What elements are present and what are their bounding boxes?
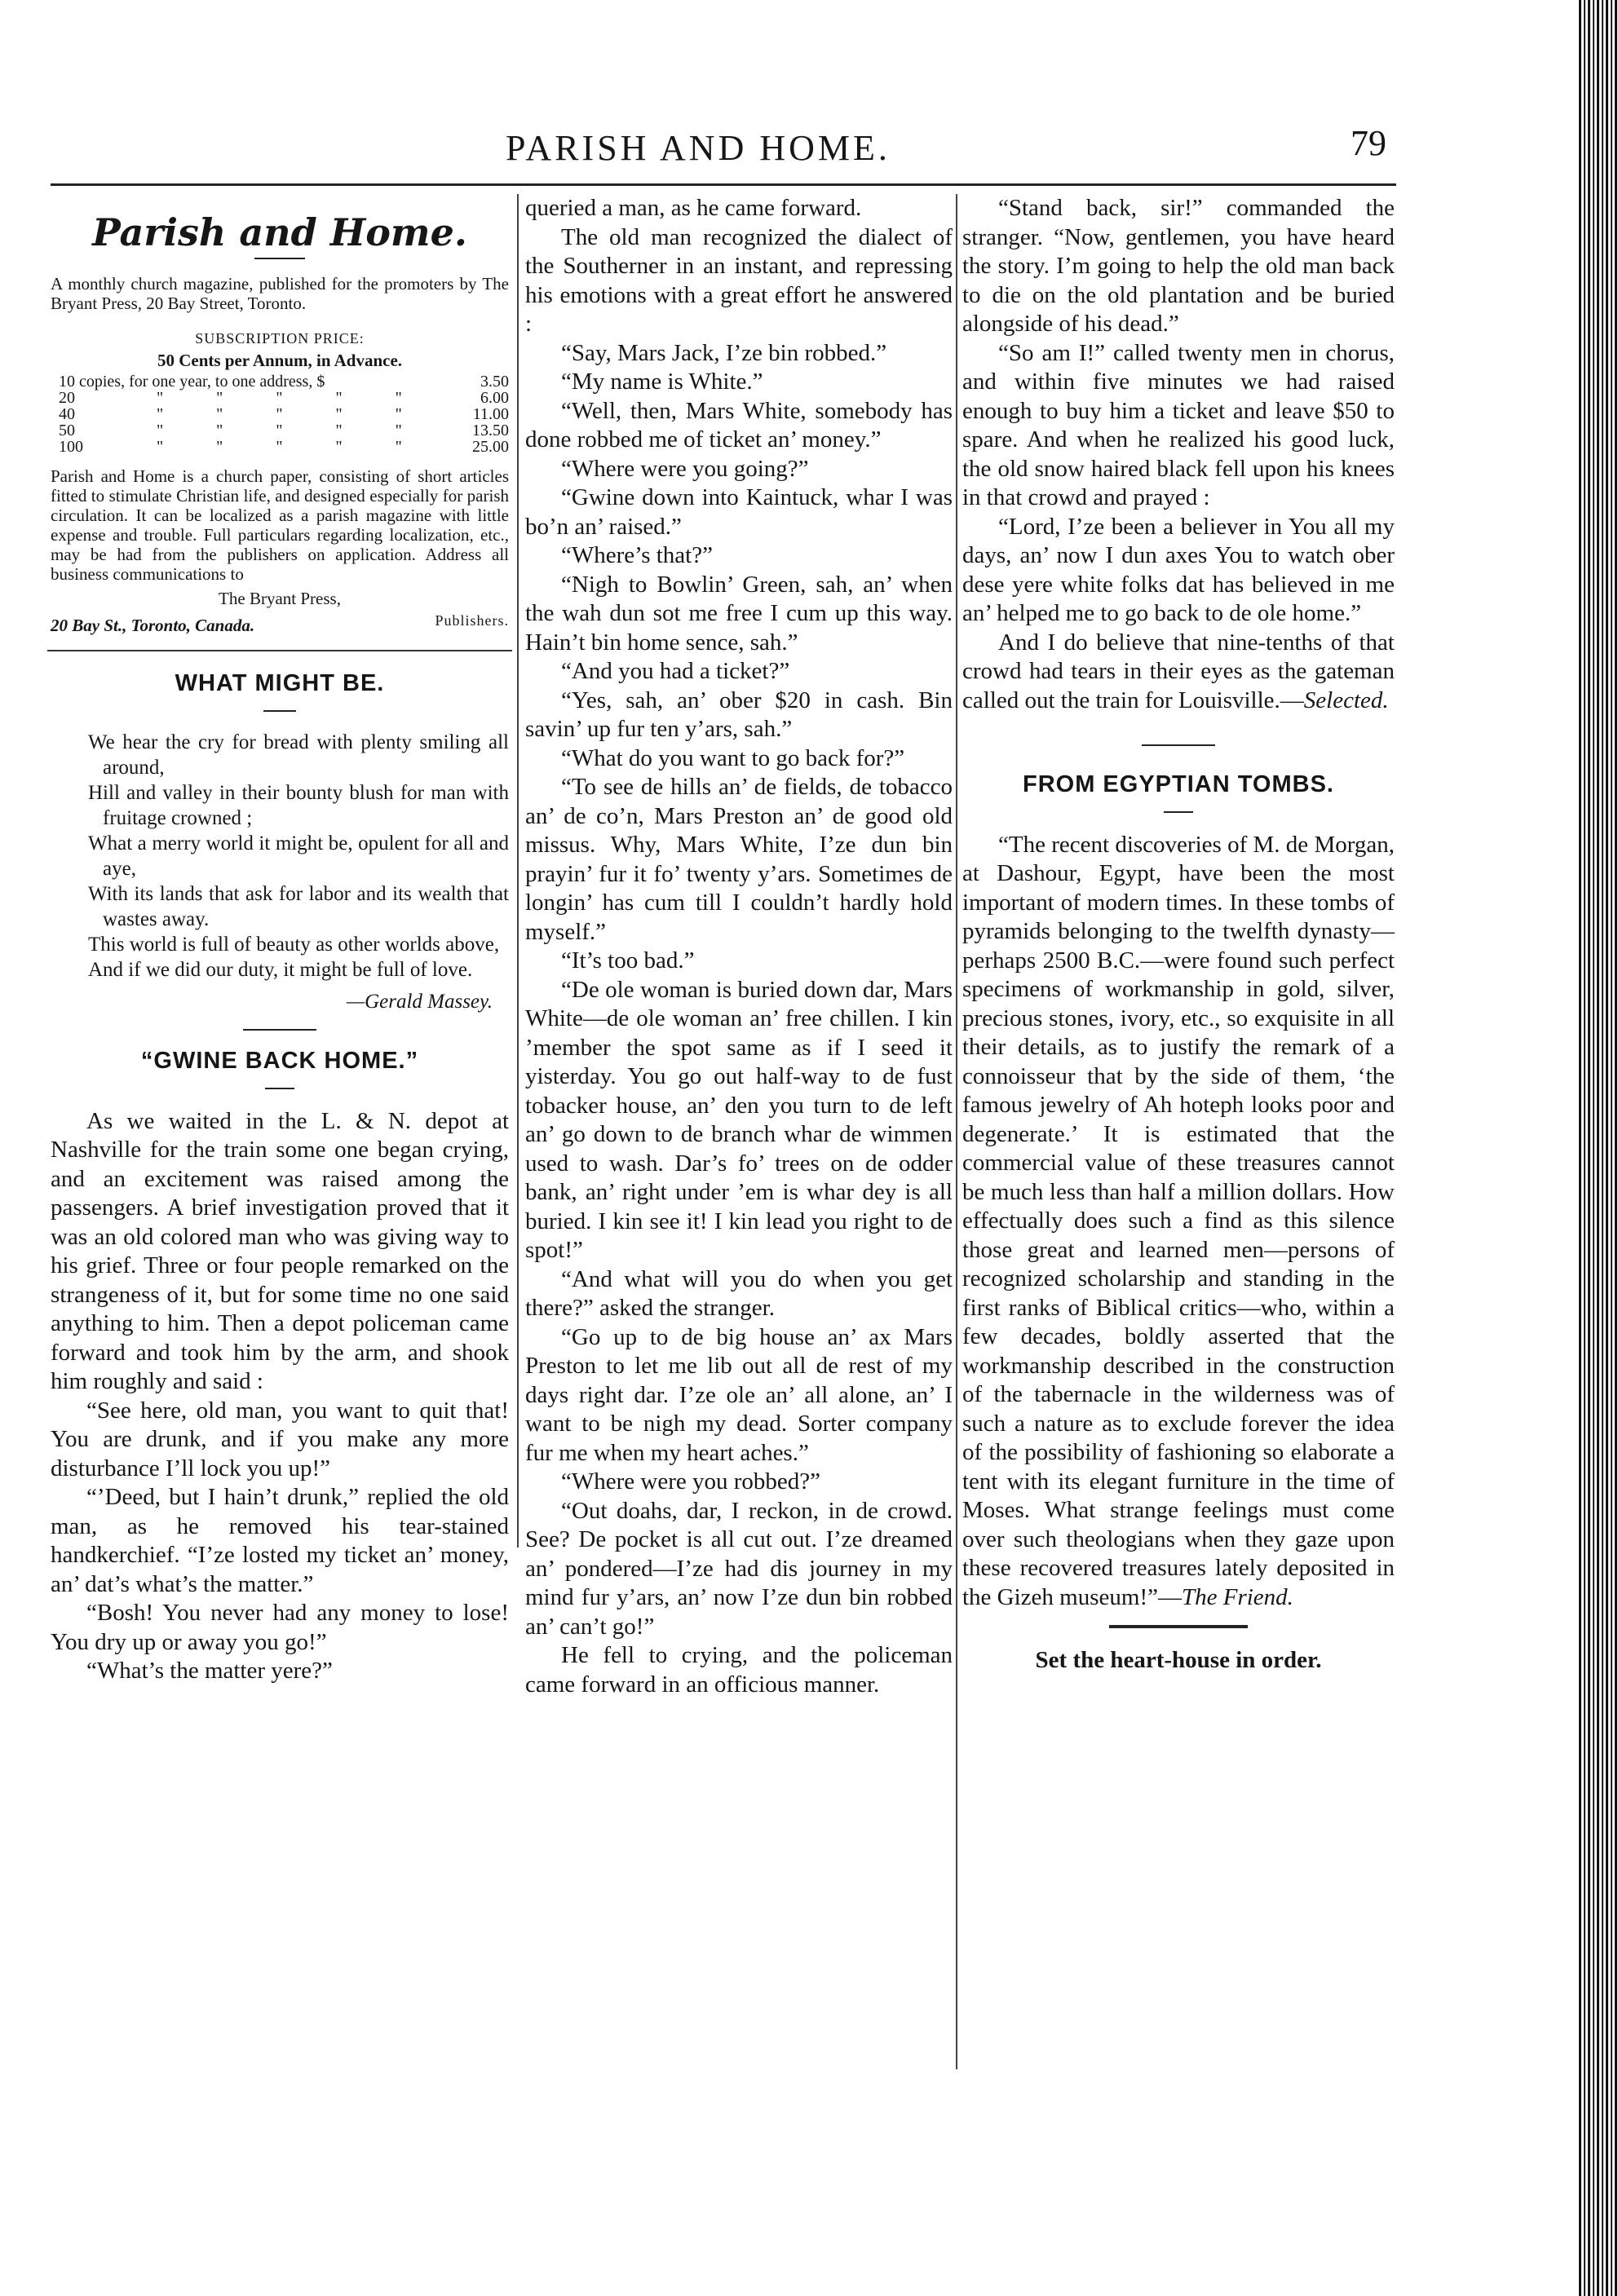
- story-paragraph: As we waited in the L. & N. depot at Nashville for the train some one began crying, and an excitement was raised among the passengers. A brief investigation proved that it was an old colored man who was giving way to his grief. Three or four people remarked on the strangeness of it, but for some time no one said anything to him. Then a depot policeman came forward and took him by the arm, and shook him roughly and said :: [51, 1107, 509, 1394]
- story-paragraph: “Bosh! You never had any money to lose! You dry up or away you go!”: [51, 1600, 509, 1655]
- about-text: Parish and Home is a church paper, consisting of short articles fitted to stimulate Christian life, and designed especially for parish circulation. It can be localized as a parish magazine with little expense and trouble. Full particulars regarding localization, etc., may be had from the publishers on application. Address all business communications to: [51, 466, 509, 584]
- pricing-price: 13.50: [472, 421, 509, 439]
- story-paragraph: “Well, then, Mars White, somebody has done robbed me of ticket an’ money.”: [525, 397, 953, 453]
- pricing-intro-price: 3.50: [480, 372, 509, 391]
- pricing-row: [59, 439, 509, 455]
- page-number: 79: [1351, 123, 1386, 163]
- masthead-title: Parish and Home.: [92, 210, 467, 254]
- divider: [1109, 1625, 1248, 1628]
- divider: [243, 1029, 316, 1031]
- story-paragraph: “De ole woman is buried down dar, Mars White—de ole woman an’ free chillen. I kin ’member the spot same as if I seed it yisterday. You go out half-way to de fust tobacker house, an’ den you turn to de left an’ go down to de branch whar de wimmen used to wash. Dar’s fo’ trees on de odder bank, an’ right under ’em is whar dey is all buried. I kin see it! I kin lead you right to de spot!”: [525, 976, 953, 1263]
- column-divider: [956, 194, 957, 2069]
- page-edge: [1579, 0, 1618, 2296]
- tombs-body: “The recent discoveries of M. de Morgan, at Dashour, Egypt, have been the most important of modern times. In these tombs of pyramids belonging to the twelfth dynasty—perhaps 2500 B.C.—were found such perfect specimens of workmanship in gold, silver, precious stones, ivory, etc., so exquisite in all their details, as to justify the remark of a connoisseur that by the side of them, ‘the famous jewelry of Ah hoteph looks poor and degenerate.’ It is estimated that the commercial value of these treasures cannot be much less than half a million dollars. How effectually does such a find as this silence those great and learned men—persons of recognized scholarship and standing in the first ranks of Biblical critics—who, within a few decades, boldly asserted that the workmanship described in the construction of the tabernacle in the wilderness was of such a nature as to exclude forever the idea of the possibility of fashioning so elaborate a tent with its elegant furniture in the time of Moses. What strange feelings must come over such theologians when they gaze upon these recovered treasures lately deposited in the Gizeh museum!”—: [962, 831, 1395, 1610]
- story-paragraph: “And what will you do when you get there?” asked the stranger.: [525, 1265, 953, 1321]
- story-paragraph: “My name is White.”: [561, 369, 763, 395]
- divider: [1142, 744, 1215, 746]
- column-right: [962, 194, 1395, 1676]
- poem-line: Hill and valley in their bounty blush for man with fruitage crowned ;: [88, 781, 509, 829]
- story-paragraph: “So am I!” called twenty men in chorus, and within five minutes we had raised enough to buy him a ticket and leave $50 to spare. And when he realized his good luck, the old snow haired black fell upon his knees in that crowd and prayed :: [962, 339, 1395, 510]
- pricing-qty: 50: [59, 421, 75, 439]
- story-paragraph: “And you had a ticket?”: [561, 658, 790, 684]
- story-paragraph: [962, 629, 1395, 716]
- publisher-name: The Bryant Press,: [219, 588, 341, 608]
- divider: [254, 258, 305, 259]
- tombs-title: FROM EGYPTIAN TOMBS.: [1023, 771, 1334, 797]
- story-paragraph: “Stand back, sir!” commanded the stranger. “Now, gentlemen, you have heard the story. I’m going to help the old man back to die on the old plantation and be buried alongside of his dead.”: [962, 195, 1395, 337]
- story-paragraph: “Gwine down into Kaintuck, whar I was bo’n an’ raised.”: [525, 484, 953, 540]
- divider: [263, 710, 296, 712]
- section-rule: [47, 650, 512, 651]
- story-paragraph: The old man recognized the dialect of the Southerner in an instant, and repressing his emotions with a great effort he answered :: [525, 223, 953, 337]
- story-paragraph: “To see de hills an’ de fields, de tobacco an’ de co’n, Mars Preston an’ de good old missus. Why, Mars White, I’ze dun bin prayin’ fur it fo’ twenty y’ars. Sometimes de longin’ has cum till I couldn’t hardly hold myself.”: [525, 774, 953, 945]
- story-paragraph: “Go up to de big house an’ ax Mars Preston to let me lib out all de rest of my days right dar. I’ze ole an’ all alone, an’ I want to be nigh my dead. Sorter company fur me when my heart aches.”: [525, 1323, 953, 1466]
- pricing-ditto: " " " " ": [157, 437, 427, 456]
- story-paragraph: “Lord, I’ze been a believer in You all my days, an’ now I dun axes You to watch ober dese yere white folks dat has believed in me an’ helped me to go back to de ole home.”: [962, 513, 1395, 626]
- header-rule: [51, 183, 1396, 186]
- poem-line: We hear the cry for bread with plenty smiling all around,: [88, 731, 509, 779]
- story-title: “GWINE BACK HOME.”: [140, 1048, 419, 1074]
- pricing-qty: 100: [59, 437, 83, 456]
- story-paragraph: queried a man, as he came forward.: [525, 195, 862, 221]
- column-middle: [525, 194, 953, 1699]
- pricing-intro-text: 10 copies, for one year, to one address, $: [59, 372, 325, 391]
- story-last-text: And I do believe that nine-tenths of that crowd had tears in their eyes as the gateman called out the train for Louisville.—: [962, 629, 1395, 713]
- story-paragraph: “Out doahs, dar, I reckon, in de crowd. See? De pocket is all cut out. I’ze dreamed an’ pondered—I’ze had dis journey in my mind fur y’ars, an’ now I’ze dun bin robbed an’ can’t go!”: [525, 1497, 953, 1640]
- poem-attribution: —Gerald Massey.: [346, 990, 493, 1013]
- poem-line: With its lands that ask for labor and its wealth that wastes away.: [88, 882, 509, 930]
- column-divider: [517, 194, 519, 1548]
- subscription-label: SUBSCRIPTION PRICE:: [195, 329, 365, 347]
- tombs-source: The Friend.: [1181, 1583, 1293, 1610]
- story-paragraph: He fell to crying, and the policeman came forward in an officious manner.: [525, 1642, 953, 1698]
- story-paragraph: “See here, old man, you want to quit that! You are drunk, and if you make any more disturbance I’ll lock you up!”: [51, 1397, 509, 1481]
- pricing-price: 11.00: [472, 404, 509, 423]
- pricing-row: [59, 390, 509, 406]
- subscription-price: 50 Cents per Annum, in Advance.: [157, 350, 403, 370]
- publisher-address: 20 Bay St., Toronto, Canada.: [51, 615, 255, 635]
- story-paragraph: “Say, Mars Jack, I’ze bin robbed.”: [561, 339, 887, 366]
- pricing-table: [59, 373, 509, 455]
- pricing-price: 6.00: [480, 388, 509, 407]
- pricing-row: [59, 406, 509, 422]
- story-paragraph: “Nigh to Bowlin’ Green, sah, an’ when the wah dun sot me free I cum up this way. Hain’t bin home sence, sah.”: [525, 571, 953, 656]
- story-paragraph: “Yes, sah, an’ ober $20 in cash. Bin savin’ up fur ten y’ars, sah.”: [525, 687, 953, 742]
- pricing-qty: 40: [59, 404, 75, 423]
- poem-line: What a merry world it might be, opulent for all and aye,: [88, 832, 509, 880]
- poem-line: And if we did our duty, it might be full of love.: [88, 958, 473, 981]
- poem-line: This world is full of beauty as other worlds above,: [88, 933, 500, 956]
- story-source: Selected.: [1303, 687, 1389, 713]
- story-paragraph: “What’s the matter yere?”: [86, 1658, 333, 1684]
- story-paragraph: “’Deed, but I hain’t drunk,” replied the old man, as he removed his tear-stained handkerchief. “I’ze losted my ticket an’ money, an’ dat’s what’s the matter.”: [51, 1484, 509, 1597]
- poem-body: [51, 730, 509, 982]
- story-paragraph: “It’s too bad.”: [561, 947, 695, 974]
- column-left: [51, 194, 509, 1686]
- divider: [1164, 811, 1193, 813]
- pricing-qty: 20: [59, 388, 75, 407]
- pricing-row: [59, 422, 509, 439]
- masthead-description: A monthly church magazine, published for the promoters by The Bryant Press, 20 Bay Street, Toronto.: [51, 273, 509, 313]
- divider: [265, 1088, 294, 1089]
- pricing-ditto: " " " " ": [157, 404, 427, 423]
- story-paragraph: “Where’s that?”: [561, 542, 713, 568]
- publisher-line: [51, 612, 509, 641]
- pricing-ditto: " " " " ": [157, 421, 427, 439]
- pricing-price: 25.00: [472, 437, 509, 456]
- pricing-ditto: " " " " ": [157, 388, 427, 407]
- running-head: [0, 122, 1618, 171]
- pricing-intro: [59, 373, 509, 390]
- poem-title: WHAT MIGHT BE.: [175, 670, 385, 696]
- publishers-label: Publishers.: [435, 612, 509, 629]
- story-paragraph: “Where were you robbed?”: [561, 1468, 821, 1495]
- tombs-paragraph: [962, 831, 1395, 1613]
- story-paragraph: “Where were you going?”: [561, 455, 809, 482]
- running-title: PARISH AND HOME.: [506, 128, 891, 168]
- story-paragraph: “What do you want to go back for?”: [561, 744, 905, 771]
- closing-line: Set the heart-house in order.: [1035, 1647, 1322, 1673]
